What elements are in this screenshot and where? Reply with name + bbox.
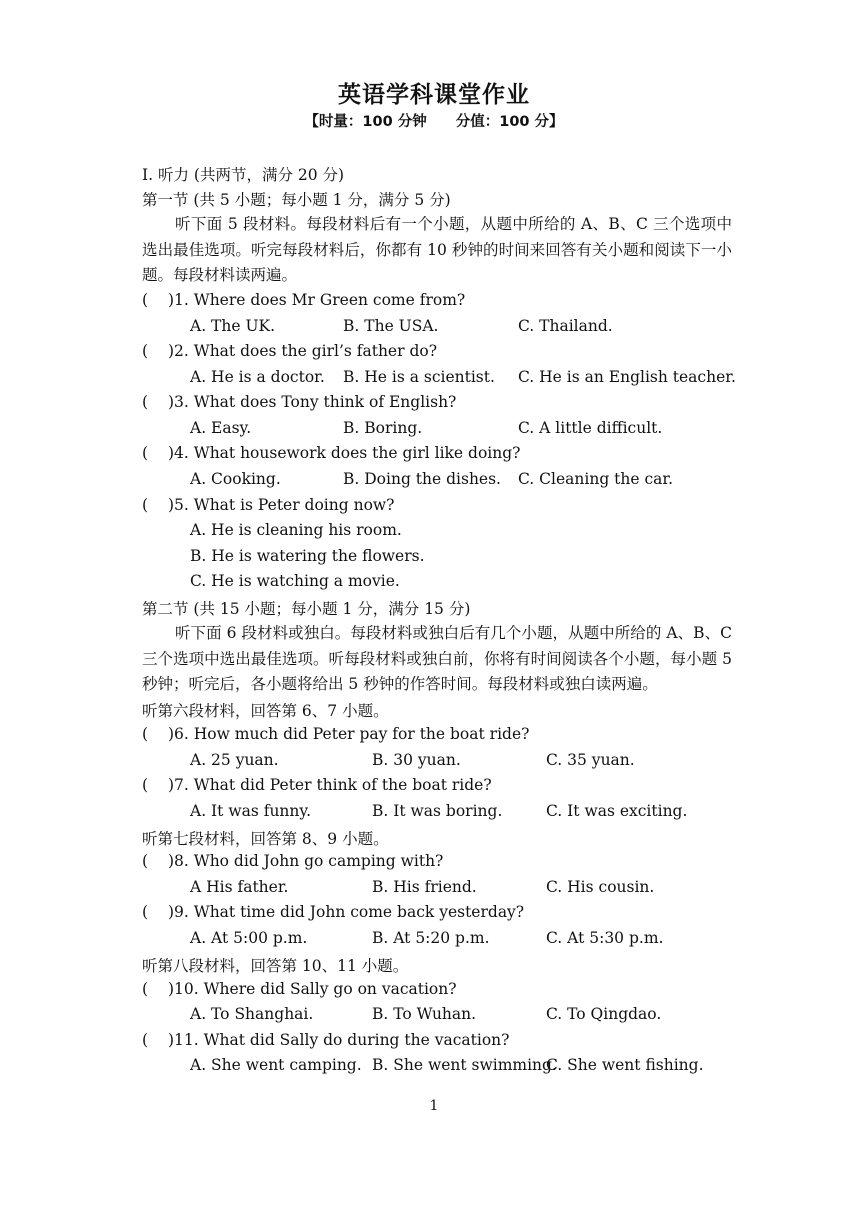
option-b: B. To Wuhan. bbox=[372, 1005, 477, 1023]
question-row bbox=[142, 980, 457, 998]
option-c: C. He is an English teacher. bbox=[518, 368, 736, 386]
option-a: A His father. bbox=[190, 878, 289, 896]
section1-instructions: 听下面 5 段材料。每段材料后有一个小题，从题中所给的 A、B、C 三个选项中选出最佳选项。听完每段材料后，你都有 10 秒钟的时间来回答有关小题和阅读下一小题。每段材料读两遍。 bbox=[142, 215, 732, 284]
question-row bbox=[142, 444, 520, 462]
question-row bbox=[142, 496, 395, 514]
question-row bbox=[142, 725, 529, 743]
option-c: C. Thailand. bbox=[518, 317, 613, 335]
answer-blank[interactable]: ( bbox=[142, 980, 149, 998]
option-b: B. At 5:20 p.m. bbox=[372, 929, 490, 947]
option-a: A. The UK. bbox=[190, 317, 276, 335]
question-row bbox=[142, 1031, 509, 1049]
question-text: )3. What does Tony think of English? bbox=[168, 393, 457, 411]
option-a: A. It was funny. bbox=[190, 802, 312, 820]
answer-blank[interactable]: ( bbox=[142, 852, 149, 870]
answer-blank[interactable]: ( bbox=[142, 496, 149, 514]
answer-blank[interactable]: ( bbox=[142, 1031, 149, 1049]
option-a: A. He is cleaning his room. bbox=[190, 521, 402, 539]
question-text: )9. What time did John come back yesterday? bbox=[168, 903, 525, 921]
option-a: A. Cooking. bbox=[190, 470, 281, 488]
option-a: A. At 5:00 p.m. bbox=[190, 929, 308, 947]
answer-blank[interactable]: ( bbox=[142, 444, 149, 462]
question-text: )1. Where does Mr Green come from? bbox=[168, 291, 466, 309]
section1-heading: 第一节 (共 5 小题；每小题 1 分，满分 5 分) bbox=[142, 191, 451, 209]
option-c: C. She went fishing. bbox=[546, 1056, 704, 1074]
option-b: B. The USA. bbox=[343, 317, 439, 335]
option-a: A. He is a doctor. bbox=[190, 368, 325, 386]
answer-blank[interactable]: ( bbox=[142, 393, 149, 411]
question-text: )6. How much did Peter pay for the boat ride? bbox=[168, 725, 530, 743]
material-note: 听第七段材料，回答第 8、9 小题。 bbox=[142, 830, 389, 848]
option-b: B. 30 yuan. bbox=[372, 751, 461, 769]
question-text: )5. What is Peter doing now? bbox=[168, 496, 395, 514]
question-row bbox=[142, 291, 465, 309]
option-a: A. She went camping. bbox=[190, 1056, 362, 1074]
option-c: C. It was exciting. bbox=[546, 802, 688, 820]
answer-blank[interactable]: ( bbox=[142, 903, 149, 921]
option-b: B. It was boring. bbox=[372, 802, 503, 820]
question-row bbox=[142, 342, 437, 360]
question-text: )11. What did Sally do during the vacation? bbox=[168, 1031, 510, 1049]
question-text: )4. What housework does the girl like doing? bbox=[168, 444, 521, 462]
option-b: B. Boring. bbox=[343, 419, 423, 437]
section2-heading: 第二节 (共 15 小题；每小题 1 分，满分 15 分) bbox=[142, 600, 471, 618]
option-c: C. His cousin. bbox=[546, 878, 655, 896]
option-c: C. At 5:30 p.m. bbox=[546, 929, 664, 947]
material-note: 听第六段材料，回答第 6、7 小题。 bbox=[142, 702, 389, 720]
section2-instructions: 听下面 6 段材料或独白。每段材料或独白后有几个小题，从题中所给的 A、B、C 三个选项中选出最佳选项。听每段材料或独白前，你将有时间阅读各个小题，每小题 5 秒钟；听完后，各小题将给出 5 秒钟的作答时间。每段材料或独白读两遍。 bbox=[142, 624, 732, 693]
answer-blank[interactable]: ( bbox=[142, 776, 149, 794]
answer-blank[interactable]: ( bbox=[142, 291, 149, 309]
question-text: )8. Who did John go camping with? bbox=[168, 852, 444, 870]
question-row bbox=[142, 852, 443, 870]
answer-blank[interactable]: ( bbox=[142, 342, 149, 360]
part1-heading: I. 听力 (共两节，满分 20 分) bbox=[142, 166, 345, 184]
option-b: B. He is a scientist. bbox=[343, 368, 495, 386]
question-text: )10. Where did Sally go on vacation? bbox=[168, 980, 457, 998]
option-b: B. Doing the dishes. bbox=[343, 470, 501, 488]
page-title: 英语学科课堂作业 bbox=[338, 82, 530, 108]
question-row bbox=[142, 903, 524, 921]
material-note: 听第八段材料，回答第 10、11 小题。 bbox=[142, 957, 409, 975]
option-a: A. 25 yuan. bbox=[190, 751, 279, 769]
option-b: B. She went swimming. bbox=[372, 1056, 557, 1074]
question-row bbox=[142, 393, 456, 411]
option-b: B. His friend. bbox=[372, 878, 477, 896]
option-a: A. Easy. bbox=[190, 419, 252, 437]
answer-blank[interactable]: ( bbox=[142, 725, 149, 743]
option-c: C. To Qingdao. bbox=[546, 1005, 662, 1023]
question-row bbox=[142, 776, 492, 794]
option-c: C. Cleaning the car. bbox=[518, 470, 674, 488]
page-subtitle: 【时量：100 分钟 分值：100 分】 bbox=[304, 114, 564, 130]
option-b: B. He is watering the flowers. bbox=[190, 547, 425, 565]
question-text: )7. What did Peter think of the boat ride? bbox=[168, 776, 492, 794]
option-c: C. A little difficult. bbox=[518, 419, 663, 437]
option-c: C. He is watching a movie. bbox=[190, 572, 400, 590]
page-number: 1 bbox=[429, 1098, 439, 1114]
option-a: A. To Shanghai. bbox=[190, 1005, 314, 1023]
question-text: )2. What does the girl’s father do? bbox=[168, 342, 438, 360]
option-c: C. 35 yuan. bbox=[546, 751, 635, 769]
